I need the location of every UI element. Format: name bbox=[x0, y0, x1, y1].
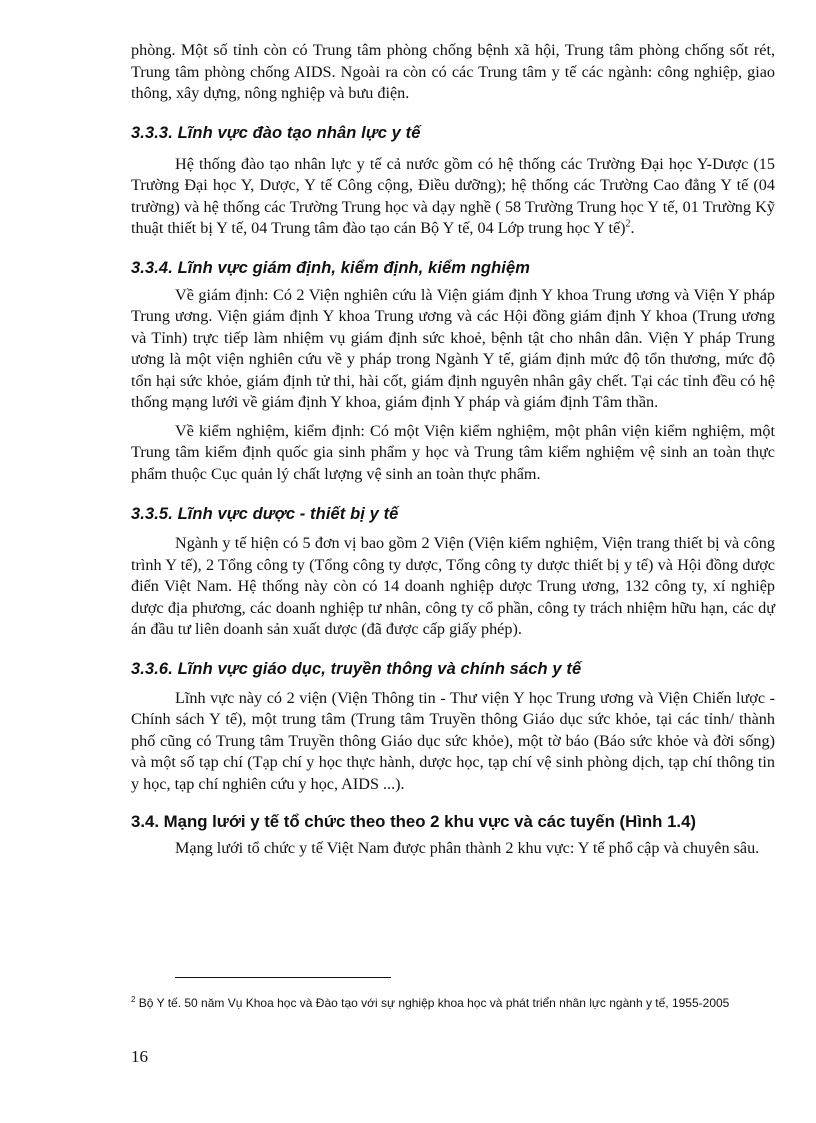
heading-3-3-5: 3.3.5. Lĩnh vực dược - thiết bị y tế bbox=[131, 505, 399, 523]
paragraph-3-3-6: Lĩnh vực này có 2 viện (Viện Thông tin - Thư viện Y học Trung ương và Viện Chiến lược - Chính sách Y tế), một trung tâm (Trung tâm Truyền thông Giáo dục sức khỏe, tại các tỉnh/ thành phố cũng có Trung tâm Truyền thông Giáo dục sức khỏe), một tờ báo (Báo sức khỏe và đời sống) và một số tạp chí (Tạp chí y học thực hành, dược học, tạp chí vệ sinh phòng dịch, tạp chí thông tin y học, tạp chí nghiên cứu y học, AIDS ...). bbox=[131, 688, 775, 793]
heading-3-3-3: 3.3.3. Lĩnh vực đào tạo nhân lực y tế bbox=[131, 123, 421, 142]
footnote-divider bbox=[175, 977, 391, 978]
heading-3-3-6: 3.3.6. Lĩnh vực giáo dục, truyền thông và chính sách y tế bbox=[131, 659, 582, 678]
footnote-ref: 2 bbox=[625, 218, 631, 230]
paragraph-3-3-3-end: . bbox=[630, 219, 635, 237]
paragraph-3-4: Mạng lưới tổ chức y tế Việt Nam được phân thành 2 khu vực: Y tế phổ cập và chuyên sâu. bbox=[175, 839, 760, 857]
heading-3-3-4: 3.3.4. Lĩnh vực giám định, kiểm định, kiểm nghiệm bbox=[131, 258, 531, 277]
paragraph-3-3-3 bbox=[131, 154, 775, 240]
heading-3-4: 3.4. Mạng lưới y tế tổ chức theo theo 2 khu vực và các tuyến (Hình 1.4) bbox=[131, 812, 697, 831]
footnote bbox=[131, 995, 775, 1012]
paragraph-3-3-5: Ngành y tế hiện có 5 đơn vị bao gồm 2 Viện (Viện kiểm nghiệm, Viện trang thiết bị và công trình Y tế), 2 Tổng công ty (Tổng công ty dược, Tổng công ty dược thiết bị y tế) và Hội đồng dược điển Việt Nam. Hệ thống này còn có 14 doanh nghiệp dược Trung ương, 132 công ty, xí nghiệp dược địa phương, các doanh nghiệp tư nhân, công ty cổ phần, công ty trách nhiệm hữu hạn, các dự án đầu tư liên doanh sản xuất dược (đã được cấp giấy phép). bbox=[131, 534, 775, 638]
paragraph-3-3-4-b: Về kiểm nghiệm, kiểm định: Có một Viện kiểm nghiệm, một phân viện kiểm nghiệm, một Trung tâm kiểm định quốc gia sinh phẩm y học và Trung tâm kiểm nghiệm vệ sinh an toàn thực phẩm thuộc Cục quản lý chất lượng vệ sinh an toàn thực phẩm. bbox=[131, 421, 775, 483]
paragraph-3-3-3-text: Hệ thống đào tạo nhân lực y tế cả nước gồm có hệ thống các Trường Đại học Y-Dược (15 Trường Đại học Y, Dược, Y tế Công cộng, Điều dưỡng); hệ thống các Trường Cao đẳng Y tế (04 trường) và hệ thống các Trường Trung học và dạy nghề ( 58 Trường Trung học Y tế, 01 Trường Kỹ thuật thiết bị Y tế, 04 Trung tâm đào tạo cán Bộ Y tế, 04 Lớp trung học Y tế) bbox=[131, 154, 775, 237]
footnote-marker: 2 bbox=[131, 995, 136, 1004]
intro-paragraph: phòng. Một số tỉnh còn có Trung tâm phòng chống bệnh xã hội, Trung tâm phòng chống sốt rét, Trung tâm phòng chống AIDS. Ngoài ra còn có các Trung tâm y tế các ngành: công nghiệp, giao thông, xây dựng, nông nghiệp và bưu điện. bbox=[131, 41, 775, 102]
page-number: 16 bbox=[131, 1047, 148, 1066]
footnote-text: Bộ Y tế. 50 năm Vụ Khoa học và Đào tạo với sự nghiệp khoa học và phát triển nhân lực ngành y tế, 1955-2005 bbox=[135, 996, 730, 1010]
page-content bbox=[131, 40, 775, 860]
paragraph-3-3-4-a: Về giám định: Có 2 Viện nghiên cứu là Viện giám định Y khoa Trung ương và Viện Y pháp Trung ương. Viện giám định Y khoa Trung ương và các Hội đồng giám định Y khoa (Trung ương và Tỉnh) trực tiếp làm nhiệm vụ giám định sức khoẻ, bệnh tật cho nhân dân. Viện Y pháp Trung ương là một viện nghiên cứu về y pháp trong Ngành Y tế, giám định mức độ tổn thương, mức độ tổn hại sức khỏe, giám định tử thi, hài cốt, giám định nguyên nhân gây chết. Tại các tỉnh đều có hệ thống mạng lưới về giám định Y khoa, giám định Y pháp và giám định Tâm thần. bbox=[131, 285, 775, 411]
